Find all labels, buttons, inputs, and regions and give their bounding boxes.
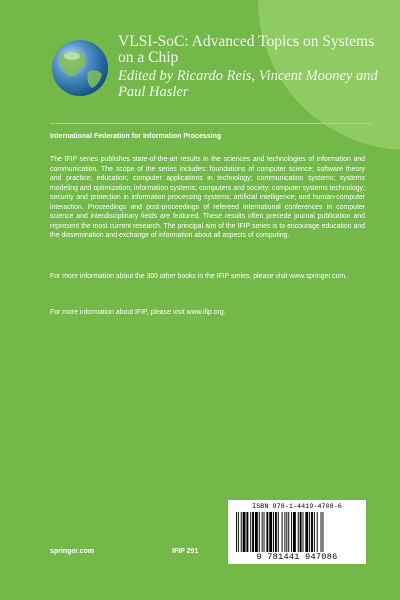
publisher-url: springer.com: [50, 548, 94, 555]
book-editors: Edited by Ricardo Reis, Vincent Mooney and Paul Hasler: [118, 68, 378, 100]
barcode-digits: 9 781441 947086: [256, 552, 338, 562]
series-description: The IFIP series publishes state-of-the-art results in the sciences and technologies of information and communication. The scope of the series includes: foundations of computer science; software theory and practice; education; computer applications in technology; communication systems; systems modeling and optimization; information systems; computers and society; computer systems technology; security and protection in information processing systems; artificial intelligence; and human-computer interaction. Proceedings and post-proceedings of refereed international conferences in computer science and interdisciplinary fields are featured. These results often precede journal publication and represent the most current research. The principal aim of the IFIP series is to encourage education and the dissemination and exchange of information about all aspects of computing.: [50, 156, 365, 239]
more-books-note: For more information about the 300 other books in the IFIP series, please visit www.springer.com.: [50, 273, 348, 280]
barcode-icon: [236, 512, 358, 552]
isbn-barcode: [228, 500, 366, 564]
book-title: VLSI-SoC: Advanced Topics on Systems on a Chip: [118, 33, 375, 66]
more-ifip-note: For more information about IFIP, please visit www.ifip.org.: [50, 309, 226, 316]
series-number: IFIP 291: [172, 548, 199, 555]
series-heading: International Federation for Information Processing: [50, 133, 222, 140]
divider: [50, 123, 372, 124]
ifip-globe-logo: [50, 38, 110, 98]
isbn-number: ISBN 978-1-4419-4708-6: [252, 503, 342, 511]
